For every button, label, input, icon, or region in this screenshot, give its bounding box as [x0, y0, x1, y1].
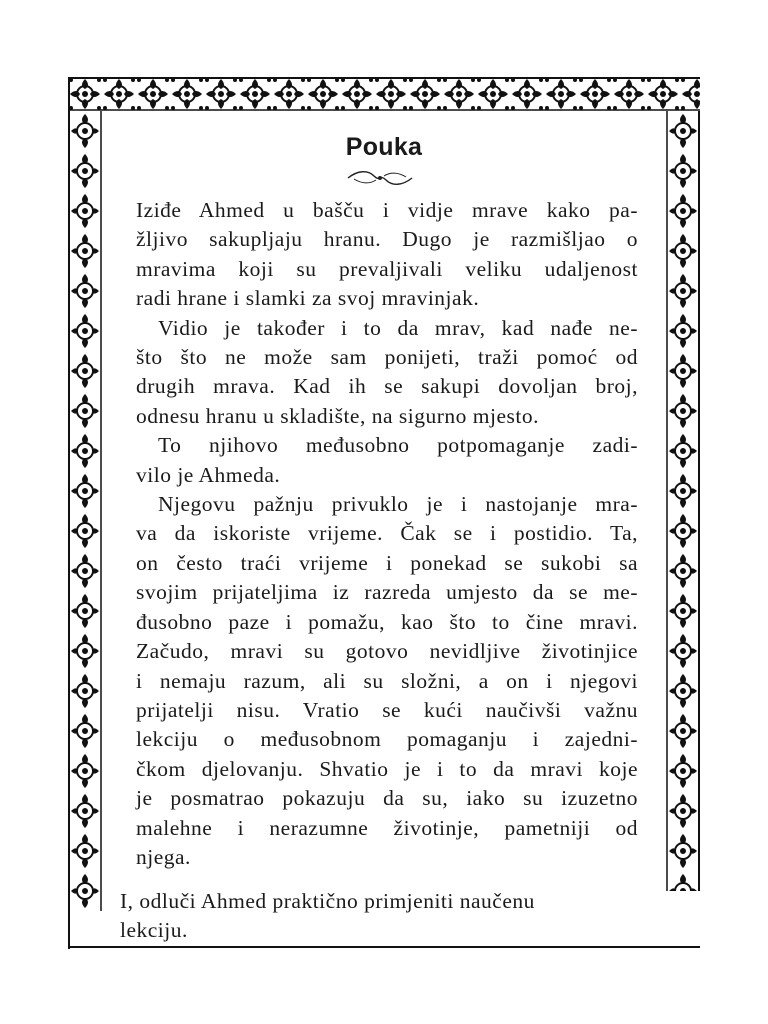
ornamental-border-left [68, 111, 102, 911]
text-line: prijatelji nisu. Vratio se kući naučivši važnu [136, 697, 638, 722]
left-frame-rule [68, 77, 70, 949]
text-line: on često traći vrijeme i ponekad se sukobi sa [136, 550, 638, 575]
page-title: Pouka [345, 133, 423, 161]
text-line: i nemaju razum, ali su složni, a on i njegovi [136, 668, 638, 693]
story-body [136, 196, 638, 872]
text-line: Iziđe Ahmed u bašču i vidje mrave kako pa- [136, 198, 638, 222]
text-line: Njegovu pažnju privuklo je i nastojanje mra- [158, 492, 638, 517]
text-line: žljivo sakupljaju hranu. Dugo je razmišljao o [136, 227, 638, 252]
text-line: Začudo, mravi su gotovo nevidljive životinjice [136, 639, 638, 664]
text-line: čkom djelovanju. Shvatio je i to da mravi koje [136, 756, 638, 781]
text-line: lekciju. [120, 918, 188, 943]
paragraph [136, 490, 638, 872]
text-line: malehne i nerazumne životinje, pametniji od [136, 815, 638, 840]
text-line: va da iskoriste vrijeme. Čak se i postidio. Ta, [136, 521, 638, 546]
text-line: njega. [136, 844, 191, 869]
paragraph [136, 196, 638, 314]
flourish-divider-icon [344, 168, 416, 188]
text-line: Vidio je također i to da mrav, kad nađe ne- [158, 315, 638, 340]
paragraph [136, 314, 638, 432]
ornamental-border-right [666, 111, 700, 891]
text-line: je posmatrao pokazuju da su, iako su izuzetno [136, 786, 638, 811]
text-line: svojim prijateljima iz razreda umjesto da se me- [136, 580, 638, 605]
text-line: lekciju o međusobnom pomaganju i zajedni- [136, 727, 638, 752]
ornamental-border-top [68, 77, 700, 111]
text-line: mravima koji su prevaljivali veliku udaljenost [136, 256, 638, 281]
text-line: I, odluči Ahmed praktično primjeniti naučenu [120, 889, 535, 913]
story-closing [120, 887, 640, 946]
text-line: đusobno paze i pomažu, kao što to čine mravi. [136, 609, 638, 634]
text-line: što što ne može sam ponijeti, traži pomoć od [136, 345, 638, 370]
paragraph [136, 431, 638, 490]
text-line: odnesu hranu u skladište, na sigurno mjesto. [136, 403, 539, 428]
text-line: To njihovo međusobno potpomaganje zadi- [158, 433, 638, 458]
bottom-frame-rule [68, 946, 700, 948]
text-line: drugih mrava. Kad ih se sakupi dovoljan broj, [136, 374, 638, 399]
text-line: radi hrane i slamki za svoj mravinjak. [136, 286, 480, 311]
text-line: vilo je Ahmeda. [136, 462, 281, 487]
